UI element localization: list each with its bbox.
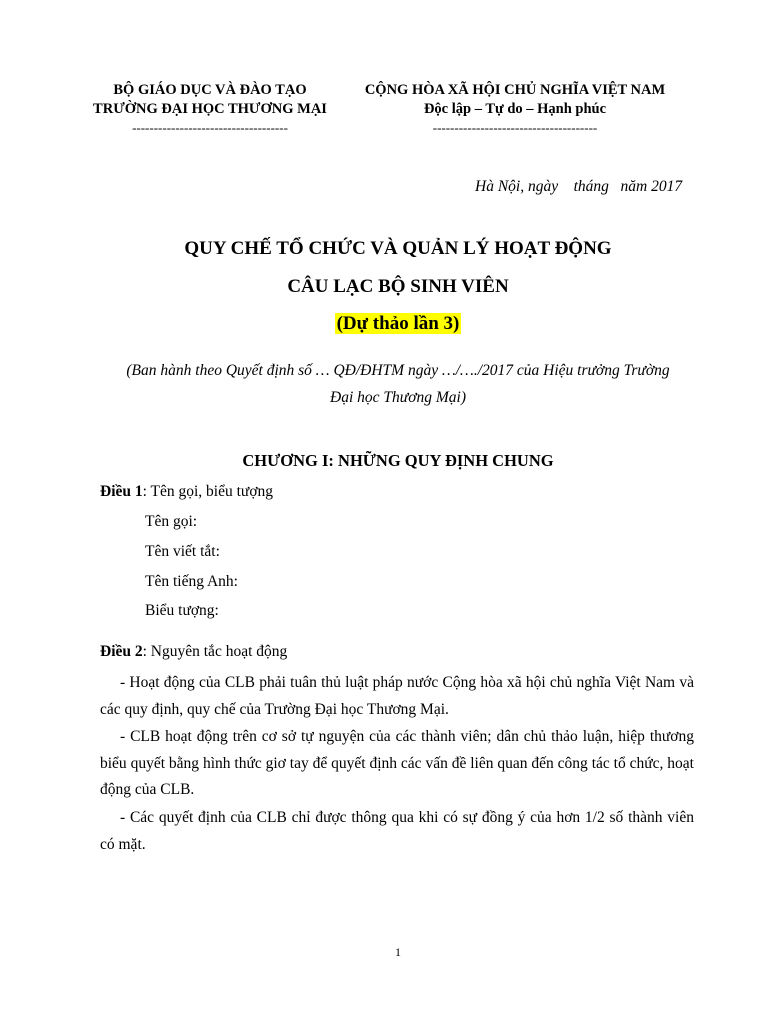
article-1-heading — [100, 483, 273, 501]
article-2-label: Điều 2 — [100, 643, 143, 660]
date-line: Hà Nội, ngày tháng năm 2017 — [475, 178, 683, 195]
article-2-title: : Nguyên tắc hoạt động — [142, 643, 288, 660]
national-motto-title: CỘNG HÒA XÃ HỘI CHỦ NGHĨA VIỆT NAM — [364, 82, 666, 98]
article-1-item-english-name: Tên tiếng Anh: — [145, 573, 238, 590]
document-title-line1: QUY CHẾ TỔ CHỨC VÀ QUẢN LÝ HOẠT ĐỘNG — [184, 238, 612, 259]
draft-version-label — [0, 313, 768, 335]
article-1-item-logo: Biểu tượng: — [145, 602, 219, 619]
chapter-heading: CHƯƠNG I: NHỮNG QUY ĐỊNH CHUNG — [242, 451, 554, 470]
article-1-title: : Tên gọi, biểu tượng — [142, 483, 274, 500]
article-2-paragraph: - Các quyết định của CLB chỉ được thông qua khi có sự đồng ý của hơn 1/2 số thành viên có mặt. — [100, 809, 694, 853]
left-header-divider: ------------------------------------ — [132, 120, 288, 135]
ministry-name: BỘ GIÁO DỤC VÀ ĐÀO TẠO — [113, 82, 307, 98]
article-2-paragraph: - Hoạt động của CLB phải tuân thủ luật pháp nước Cộng hòa xã hội chủ nghĩa Việt Nam và các quy định, quy chế của Trường Đại học Thương Mại. — [100, 674, 694, 718]
article-2-heading — [100, 643, 287, 661]
document-title-line2: CÂU LẠC BỘ SINH VIÊN — [287, 276, 509, 297]
issued-by-line2: Đại học Thương Mại) — [330, 389, 466, 406]
article-1-item-name: Tên gọi: — [145, 513, 198, 530]
article-1-item-abbreviation: Tên viết tắt: — [145, 543, 220, 560]
right-header-divider: -------------------------------------- — [432, 120, 598, 135]
page-number: 1 — [395, 945, 401, 959]
article-2-paragraph: - CLB hoạt động trên cơ sở tự nguyện của các thành viên; dân chủ thảo luận, hiệp thương biểu quyết bằng hình thức giơ tay để quyết định các vấn đề liên quan đến công tác tổ chức, hoạt động của CLB. — [100, 728, 694, 798]
article-1-label: Điều 1 — [100, 483, 143, 500]
draft-highlight: (Dự thảo lần 3) — [336, 313, 460, 334]
university-name: TRƯỜNG ĐẠI HỌC THƯƠNG MẠI — [93, 101, 327, 117]
national-motto-subtitle: Độc lập – Tự do – Hạnh phúc — [423, 101, 607, 117]
issued-by-line1: (Ban hành theo Quyết định số … QĐ/ĐHTM ngày …/…./2017 của Hiệu trưởng Trường — [126, 362, 670, 379]
